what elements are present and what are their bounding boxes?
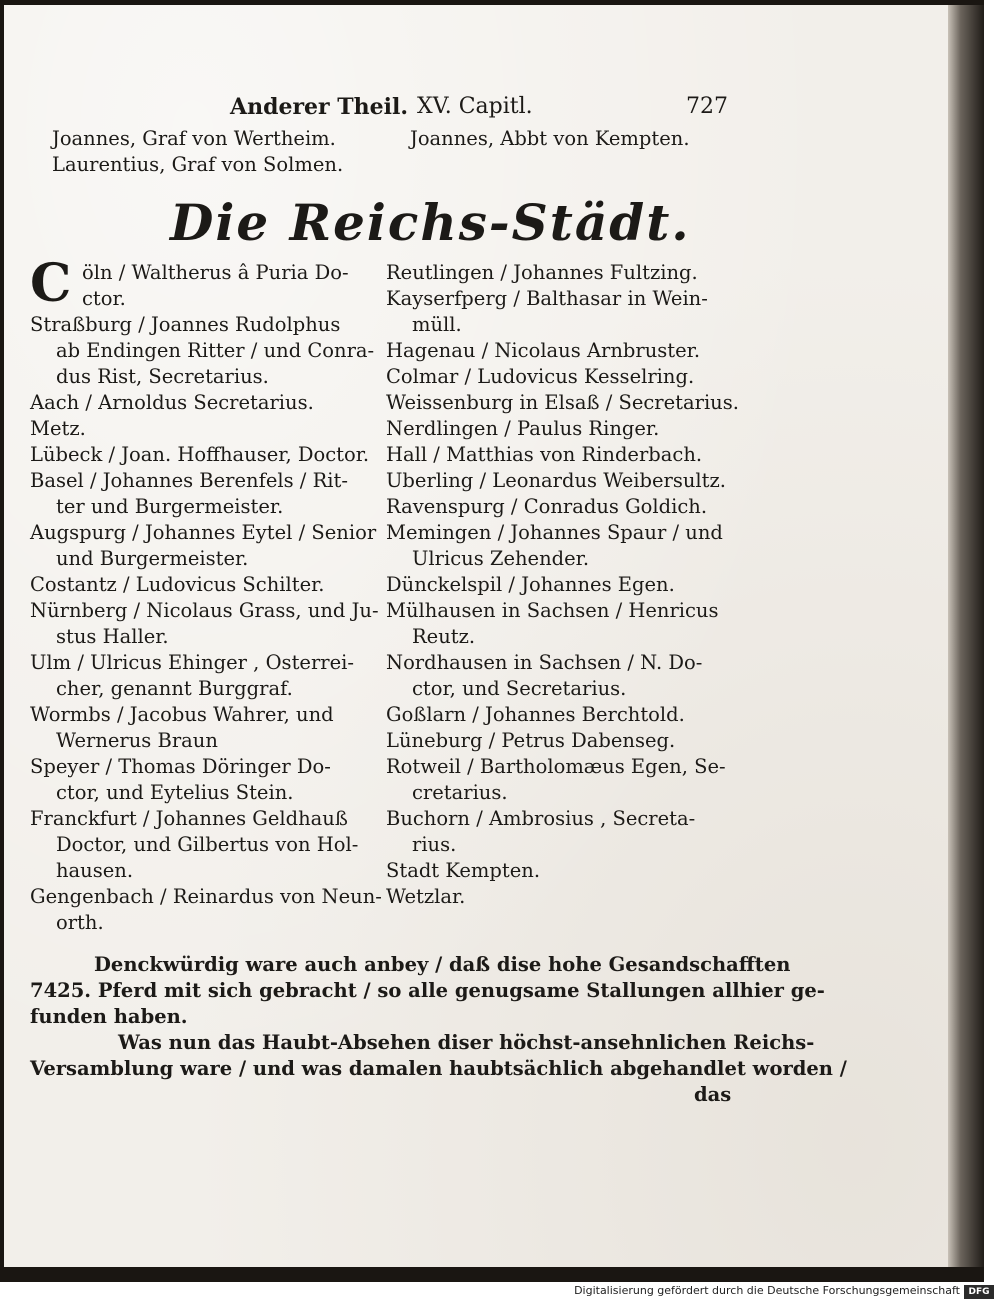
right-line: Memingen / Johannes Spaur / und — [386, 521, 723, 544]
top-entry-left-1: Joannes, Graf von Wertheim. — [52, 127, 336, 150]
paragraph-line: Versamblung ware / und was damalen haubtsächlich abgehandlet worden / — [30, 1057, 847, 1080]
left-line: Nürnberg / Nicolaus Grass, und Ju- — [30, 599, 379, 622]
left-line: ter und Burgermeister. — [56, 495, 284, 518]
left-line: Straßburg / Joannes Rudolphus — [30, 313, 341, 336]
right-line: Weissenburg in Elsaß / Secretarius. — [386, 391, 739, 414]
right-line: Mülhausen in Sachsen / Henricus — [386, 599, 719, 622]
right-line: Buchorn / Ambrosius , Secreta- — [386, 807, 696, 830]
dfg-logo-icon: DFG — [964, 1285, 994, 1299]
right-line: müll. — [412, 313, 462, 336]
left-line: Speyer / Thomas Döringer Do- — [30, 755, 331, 778]
catchword: das — [694, 1083, 732, 1106]
top-entry-left-2: Laurentius, Graf von Solmen. — [52, 153, 344, 176]
right-line: Kayserfperg / Balthasar in Wein- — [386, 287, 708, 310]
left-line: Wormbs / Jacobus Wahrer, und — [30, 703, 334, 726]
right-line: rius. — [412, 833, 457, 856]
right-line: Rotweil / Bartholomæus Egen, Se- — [386, 755, 726, 778]
left-line: Wernerus Braun — [56, 729, 218, 752]
left-line: Augspurg / Johannes Eytel / Senior — [30, 521, 377, 544]
page-number: 727 — [686, 94, 728, 119]
right-line: Nerdlingen / Paulus Ringer. — [386, 417, 660, 440]
section-title: Die Reichs-Städt. — [170, 193, 691, 252]
paragraph-line: funden haben. — [30, 1005, 188, 1028]
right-line: Hagenau / Nicolaus Arnbruster. — [386, 339, 701, 362]
left-line: öln / Waltherus â Puria Do- — [82, 261, 349, 284]
paragraph-line: Denckwürdig ware auch anbey / daß dise hohe Gesandschafften — [94, 953, 791, 976]
top-entry-right-1: Joannes, Abbt von Kempten. — [410, 127, 690, 150]
right-line: Nordhausen in Sachsen / N. Do- — [386, 651, 703, 674]
right-line: Dünckelspil / Johannes Egen. — [386, 573, 675, 596]
right-line: Lüneburg / Petrus Dabenseg. — [386, 729, 676, 752]
footer-credit: Digitalisierung gefördert durch die Deutsche Forschungsgemeinschaft — [574, 1284, 960, 1297]
left-line: ab Endingen Ritter / und Conra- — [56, 339, 375, 362]
right-line: Stadt Kempten. — [386, 859, 541, 882]
paragraph-line: 7425. Pferd mit sich gebracht / so alle genugsame Stallungen allhier ge- — [30, 979, 825, 1002]
running-header — [0, 94, 948, 124]
right-line: Ravenspurg / Conradus Goldich. — [386, 495, 708, 518]
left-line: Ulm / Ulricus Ehinger , Osterrei- — [30, 651, 354, 674]
right-line: Hall / Matthias von Rinderbach. — [386, 443, 703, 466]
left-line: dus Rist, Secretarius. — [56, 365, 269, 388]
right-line: Reutz. — [412, 625, 476, 648]
left-line: Metz. — [30, 417, 86, 440]
left-line: Basel / Johannes Berenfels / Rit- — [30, 469, 348, 492]
left-line: Doctor, und Gilbertus von Hol- — [56, 833, 359, 856]
right-line: Reutlingen / Johannes Fultzing. — [386, 261, 698, 284]
right-line: ctor, und Secretarius. — [412, 677, 627, 700]
left-line: cher, genannt Burggraf. — [56, 677, 293, 700]
left-line: stus Haller. — [56, 625, 169, 648]
left-line: Costantz / Ludovicus Schilter. — [30, 573, 325, 596]
right-line: Ulricus Zehender. — [412, 547, 590, 570]
left-line: hausen. — [56, 859, 134, 882]
left-line: Aach / Arnoldus Secretarius. — [30, 391, 314, 414]
header-chapter: XV. Capitl. — [417, 94, 533, 119]
right-line: Colmar / Ludovicus Kesselring. — [386, 365, 695, 388]
right-line: cretarius. — [412, 781, 508, 804]
book-gutter — [948, 5, 984, 1267]
left-line: ctor. — [82, 287, 126, 310]
header-part: Anderer Theil. — [230, 94, 409, 120]
drop-cap: C — [30, 253, 72, 314]
right-line: Wetzlar. — [386, 885, 466, 908]
left-line: Gengenbach / Reinardus von Neun- — [30, 885, 382, 908]
right-line: Uberling / Leonardus Weibersultz. — [386, 469, 726, 492]
left-line: orth. — [56, 911, 104, 934]
paragraph-line: Was nun das Haubt-Absehen diser höchst-ansehnlichen Reichs- — [118, 1031, 815, 1054]
left-line: ctor, und Eytelius Stein. — [56, 781, 294, 804]
left-line: und Burgermeister. — [56, 547, 249, 570]
right-line: Goßlarn / Johannes Berchtold. — [386, 703, 685, 726]
left-line: Lübeck / Joan. Hoffhauser, Doctor. — [30, 443, 370, 466]
left-line: Franckfurt / Johannes Geldhauß — [30, 807, 348, 830]
